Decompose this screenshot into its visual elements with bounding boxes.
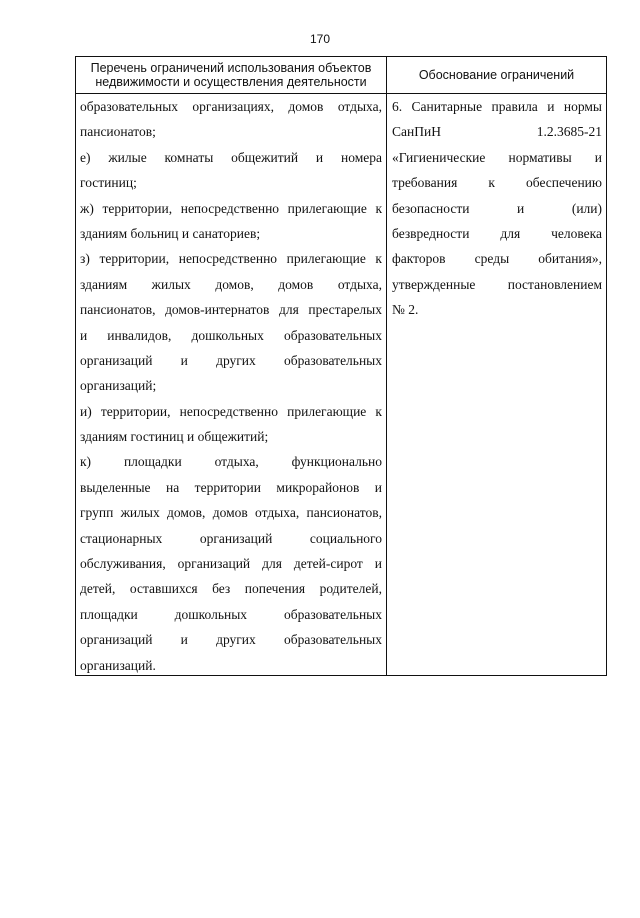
restriction-text-line: детей, оставшихся без попечения родителей, (80, 581, 382, 597)
justification-cell (392, 94, 602, 323)
table-header-row (76, 57, 606, 94)
restriction-text-line: площадки дошкольных образовательных (80, 606, 382, 622)
restriction-text-line: зданиям больниц и санаториев; (80, 225, 261, 241)
justification-text-line: требования к обеспечению (392, 175, 602, 191)
restrictions-list-cell (80, 94, 382, 678)
restriction-text-line: к) площадки отдыха, функционально (80, 454, 382, 470)
restriction-text-line: пансионатов, домов-интернатов для престарелых (80, 302, 382, 318)
header-justification: Обоснование ограничений (418, 68, 575, 82)
restriction-text-line: организаций. (80, 657, 156, 673)
header-left-line-2: недвижимости и осуществления деятельности (95, 75, 367, 89)
restriction-text-line: ж) территории, непосредственно прилегающие к (80, 200, 382, 216)
restriction-text-line: и инвалидов, дошкольных образовательных (80, 327, 382, 343)
restriction-text-line: организаций и других образовательных (80, 632, 382, 648)
justification-text-line: безвредности для человека (392, 225, 602, 241)
header-left-line-1: Перечень ограничений использования объектов (90, 61, 372, 75)
restriction-text-line: зданиям жилых домов, домов отдыха, (80, 276, 382, 292)
restriction-text-line: е) жилые комнаты общежитий и номера (80, 149, 382, 165)
column-divider (386, 57, 387, 675)
justification-text-line: утвержденные постановлением (392, 276, 602, 292)
restriction-text-line: организаций и других образовательных (80, 352, 382, 368)
restriction-text-line: зданиям гостиниц и общежитий; (80, 429, 269, 445)
restriction-text-line: групп жилых домов, домов отдыха, пансионатов, (80, 505, 382, 521)
justification-text-line: СанПиН 1.2.3685-21 (392, 124, 602, 140)
justification-text-line: № 2. (392, 302, 419, 318)
justification-text-line: 6. Санитарные правила и нормы (392, 99, 602, 114)
restriction-text-line: гостиниц; (80, 175, 137, 191)
page-number: 170 (309, 32, 331, 46)
restrictions-table (75, 56, 607, 676)
justification-text-line: факторов среды обитания», (392, 251, 602, 267)
restriction-text-line: з) территории, непосредственно прилегающие к (80, 251, 382, 267)
restriction-text-line: стационарных организаций социального (80, 530, 382, 546)
restriction-text-line: выделенные на территории микрорайонов и (80, 479, 382, 495)
header-restrictions-list (76, 57, 386, 93)
restriction-text-line: пансионатов; (80, 124, 156, 140)
restriction-text-line: обслуживания, организаций для детей-сирот и (80, 556, 382, 572)
restriction-text-line: и) территории, непосредственно прилегающие к (80, 403, 382, 419)
justification-text-line: безопасности и (или) (392, 200, 602, 216)
justification-text-line: «Гигиенические нормативы и (392, 149, 602, 165)
restriction-text-line: образовательных организациях, домов отдыха, (80, 99, 382, 114)
restriction-text-line: организаций; (80, 378, 157, 394)
